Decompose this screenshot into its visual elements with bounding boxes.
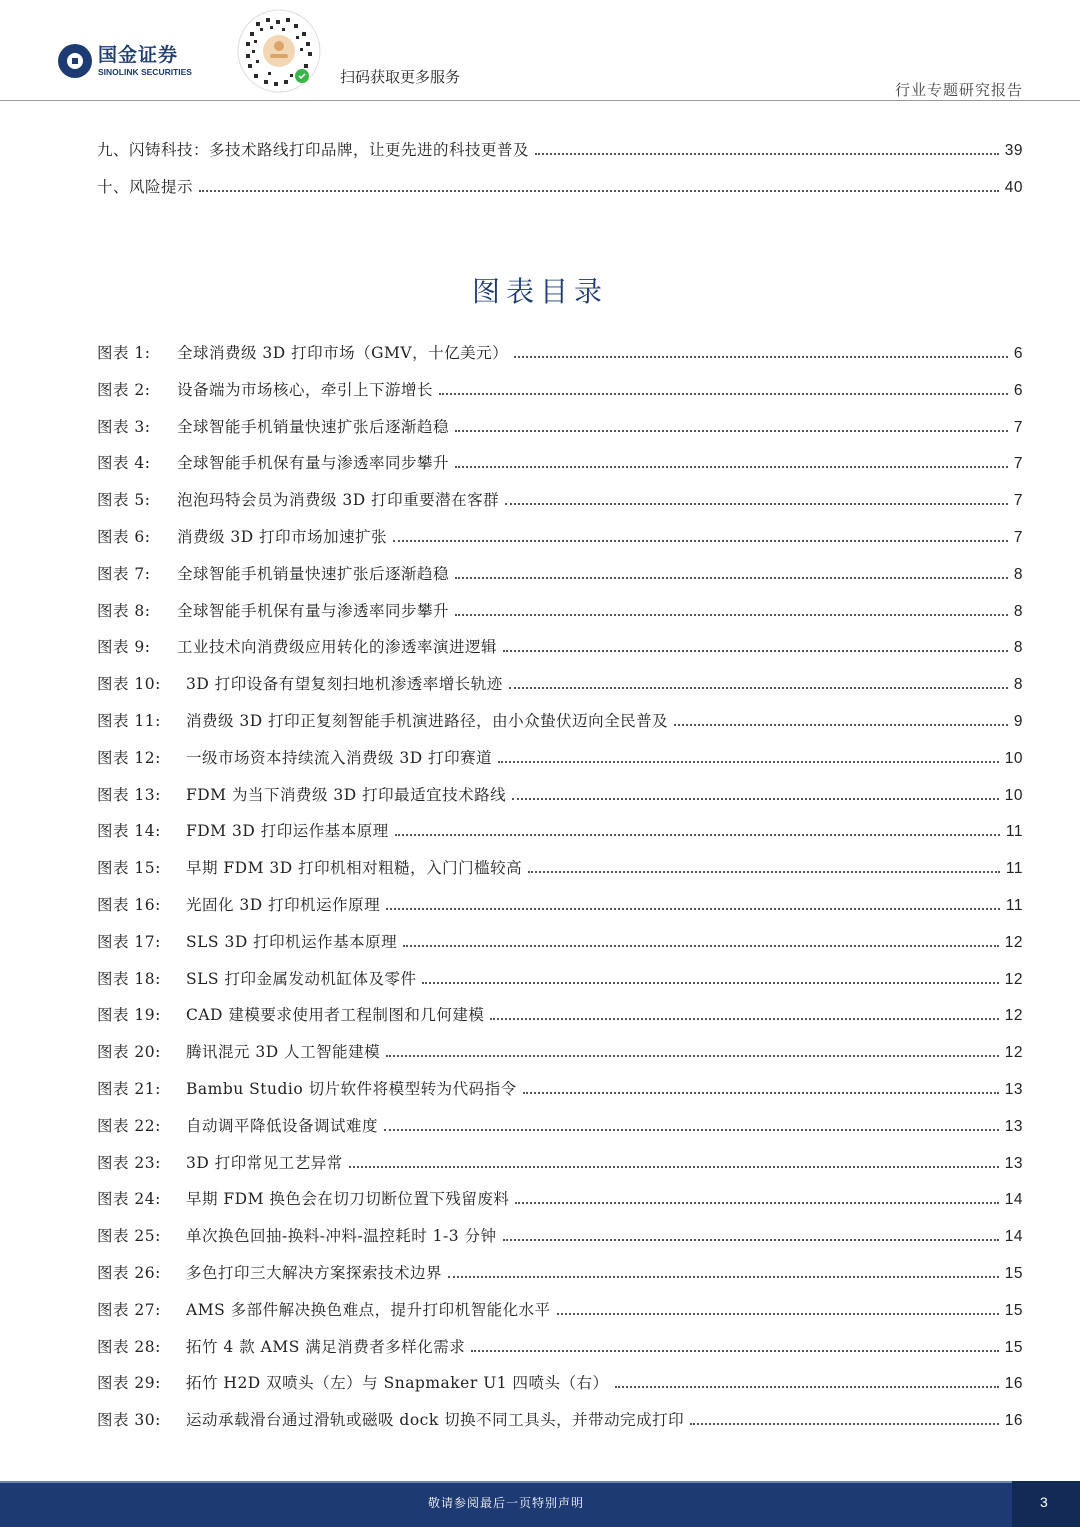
figure-caption: 消费级 3D 打印正复刻智能手机演进路径，由小众蛰伏迈向全民普及: [186, 712, 669, 730]
figure-index-entry[interactable]: [97, 1151, 1023, 1173]
figure-page-number: 11: [1005, 823, 1023, 840]
figure-caption: 早期 FDM 换色会在切刀切断位置下残留废料: [186, 1190, 510, 1208]
toc-leader-dots: [455, 577, 1008, 579]
toc-leader-dots: [509, 687, 1008, 689]
figure-page-number: 13: [1004, 1155, 1023, 1172]
figure-number-label: 图表 19:: [97, 1006, 161, 1024]
figure-page-number: 12: [1004, 971, 1023, 988]
figure-number-label: 图表 1:: [97, 344, 151, 362]
figure-index-entry[interactable]: [97, 415, 1023, 437]
toc-leader-dots: [439, 393, 1008, 395]
figure-caption: 工业技术向消费级应用转化的渗透率演进逻辑: [177, 638, 498, 656]
toc-leader-dots: [498, 761, 999, 763]
qr-code-icon[interactable]: [236, 8, 322, 94]
figure-index-entry[interactable]: [97, 856, 1023, 878]
toc-leader-dots: [515, 1202, 998, 1204]
toc-leader-dots: [557, 1313, 999, 1315]
figure-caption: 全球消费级 3D 打印市场（GMV，十亿美元）: [177, 344, 509, 362]
figure-caption: SLS 打印金属发动机缸体及零件: [186, 970, 417, 988]
figure-page-number: 10: [1004, 787, 1023, 804]
toc-leader-dots: [422, 982, 998, 984]
report-type-label: 行业专题研究报告: [894, 81, 1023, 99]
scan-for-more-services: 扫码获取更多服务: [340, 68, 461, 86]
toc-entry[interactable]: [97, 138, 1023, 160]
toc-leader-dots: [386, 908, 1000, 910]
figure-number-label: 图表 5:: [97, 491, 151, 509]
toc-leader-dots: [674, 724, 1008, 726]
figure-number-label: 图表 11:: [97, 712, 161, 730]
figure-caption: 全球智能手机销量快速扩张后逐渐趋稳: [177, 565, 450, 583]
figure-caption: FDM 为当下消费级 3D 打印最适宜技术路线: [186, 786, 507, 804]
figure-caption: 腾讯混元 3D 人工智能建模: [186, 1043, 381, 1061]
figure-number-label: 图表 8:: [97, 602, 151, 620]
figure-index-entry[interactable]: [97, 1261, 1023, 1283]
figure-caption: 运动承载滑台通过滑轨或磁吸 dock 切换不同工具头，并带动完成打印: [186, 1411, 685, 1429]
figure-number-label: 图表 16:: [97, 896, 161, 914]
figure-page-number: 7: [1013, 455, 1023, 472]
figure-caption: AMS 多部件解决换色难点，提升打印机智能化水平: [186, 1301, 551, 1319]
figure-caption: 自动调平降低设备调试难度: [186, 1117, 379, 1135]
figure-number-label: 图表 15:: [97, 859, 161, 877]
toc-leader-dots: [384, 1129, 999, 1131]
figure-caption: 拓竹 4 款 AMS 满足消费者多样化需求: [186, 1338, 466, 1356]
toc-entry[interactable]: [97, 175, 1023, 197]
figure-page-number: 11: [1005, 897, 1023, 914]
figure-index-entry[interactable]: [97, 967, 1023, 989]
figure-index-entry[interactable]: [97, 488, 1023, 510]
header-divider: [0, 100, 1080, 101]
figure-number-label: 图表 18:: [97, 970, 161, 988]
figure-caption: 全球智能手机保有量与渗透率同步攀升: [177, 454, 450, 472]
figure-index-entry[interactable]: [97, 378, 1023, 400]
figure-page-number: 6: [1013, 345, 1023, 362]
figure-page-number: 7: [1013, 419, 1023, 436]
toc-entry-page: 39: [1004, 142, 1023, 159]
figure-caption: 早期 FDM 3D 打印机相对粗糙，入门门槛较高: [186, 859, 523, 877]
figure-number-label: 图表 10:: [97, 675, 161, 693]
toc-leader-dots: [455, 430, 1008, 432]
figure-page-number: 15: [1004, 1302, 1023, 1319]
toc-leader-dots: [523, 1092, 999, 1094]
figure-number-label: 图表 6:: [97, 528, 151, 546]
figure-page-number: 7: [1013, 492, 1023, 509]
figure-caption: 全球智能手机保有量与渗透率同步攀升: [177, 602, 450, 620]
figure-index-entry[interactable]: [97, 930, 1023, 952]
toc-leader-dots: [690, 1423, 999, 1425]
figure-number-label: 图表 14:: [97, 822, 161, 840]
toc-leader-dots: [386, 1055, 999, 1057]
figure-index-entry[interactable]: [97, 1077, 1023, 1099]
figure-caption: 光固化 3D 打印机运作原理: [186, 896, 381, 914]
figure-index-entry[interactable]: [97, 783, 1023, 805]
figure-number-label: 图表 21:: [97, 1080, 161, 1098]
figures-index-title: 图表目录: [471, 275, 608, 308]
figure-caption: CAD 建模要求使用者工程制图和几何建模: [186, 1006, 485, 1024]
figure-index-entry[interactable]: [97, 525, 1023, 547]
footer-accent-strip: [0, 1481, 1080, 1483]
figure-page-number: 9: [1013, 713, 1023, 730]
figure-index-entry[interactable]: [97, 819, 1023, 841]
figure-index-entry[interactable]: [97, 672, 1023, 694]
figure-page-number: 11: [1005, 860, 1023, 877]
figure-number-label: 图表 23:: [97, 1154, 161, 1172]
figure-page-number: 12: [1004, 934, 1023, 951]
company-logo: [58, 44, 192, 78]
figure-number-label: 图表 4:: [97, 454, 151, 472]
figure-page-number: 6: [1013, 382, 1023, 399]
figure-number-label: 图表 20:: [97, 1043, 161, 1061]
figure-page-number: 7: [1013, 529, 1023, 546]
toc-entry-title: 十、风险提示: [97, 178, 194, 196]
figure-index-entry[interactable]: [97, 1040, 1023, 1062]
page-number: 3: [1040, 1494, 1048, 1510]
toc-leader-dots: [490, 1018, 998, 1020]
figure-page-number: 14: [1004, 1228, 1023, 1245]
toc-leader-dots: [615, 1386, 999, 1388]
figure-page-number: 13: [1004, 1081, 1023, 1098]
toc-leader-dots: [393, 540, 1008, 542]
toc-leader-dots: [503, 650, 1008, 652]
figure-index-entry[interactable]: [97, 562, 1023, 584]
figure-page-number: 12: [1004, 1044, 1023, 1061]
toc-leader-dots: [455, 466, 1008, 468]
toc-leader-dots: [512, 798, 999, 800]
toc-leader-dots: [199, 190, 999, 192]
figure-caption: 多色打印三大解决方案探索技术边界: [186, 1264, 443, 1282]
figure-page-number: 12: [1004, 1007, 1023, 1024]
figure-page-number: 13: [1004, 1118, 1023, 1135]
figure-index-entry[interactable]: [97, 1371, 1023, 1393]
figure-page-number: 16: [1004, 1375, 1023, 1392]
toc-entry-title: 九、闪铸科技：多技术路线打印品牌，让更先进的科技更普及: [97, 141, 530, 159]
figure-index-entry[interactable]: [97, 1298, 1023, 1320]
figure-number-label: 图表 29:: [97, 1374, 161, 1392]
figure-index-entry[interactable]: [97, 1114, 1023, 1136]
figure-caption: SLS 3D 打印机运作基本原理: [186, 933, 398, 951]
figure-caption: 拓竹 H2D 双喷头（左）与 Snapmaker U1 四喷头（右）: [186, 1374, 609, 1392]
toc-leader-dots: [395, 834, 1000, 836]
figure-index-entry[interactable]: [97, 1187, 1023, 1209]
figure-number-label: 图表 27:: [97, 1301, 161, 1319]
figure-caption: 消费级 3D 打印市场加速扩张: [177, 528, 388, 546]
logo-chinese-name: 国金证券: [98, 43, 179, 66]
figure-number-label: 图表 2:: [97, 381, 151, 399]
toc-entry-page: 40: [1004, 179, 1023, 196]
logo-mark-icon: [58, 44, 92, 78]
figure-caption: 3D 打印常见工艺异常: [186, 1154, 343, 1172]
figure-caption: 全球智能手机销量快速扩张后逐渐趋稳: [177, 418, 450, 436]
figure-index-entry[interactable]: [97, 1408, 1023, 1430]
figure-page-number: 8: [1013, 676, 1023, 693]
figure-index-entry[interactable]: [97, 709, 1023, 731]
figure-index-entry[interactable]: [97, 893, 1023, 915]
figure-number-label: 图表 24:: [97, 1190, 161, 1208]
toc-leader-dots: [514, 356, 1008, 358]
figure-caption: Bambu Studio 切片软件将模型转为代码指令: [186, 1080, 517, 1098]
figure-index-entry[interactable]: [97, 1224, 1023, 1246]
figure-caption: 一级市场资本持续流入消费级 3D 打印赛道: [186, 749, 493, 767]
figure-index-entry[interactable]: [97, 341, 1023, 363]
figure-number-label: 图表 7:: [97, 565, 151, 583]
figure-index-entry[interactable]: [97, 599, 1023, 621]
figure-caption: 泡泡玛特会员为消费级 3D 打印重要潜在客群: [177, 491, 500, 509]
figure-page-number: 10: [1004, 750, 1023, 767]
toc-leader-dots: [503, 1239, 999, 1241]
figure-page-number: 8: [1013, 639, 1023, 656]
figure-index-entry[interactable]: [97, 1003, 1023, 1025]
figure-caption: 设备端为市场核心，牵引上下游增长: [177, 381, 434, 399]
figure-number-label: 图表 13:: [97, 786, 161, 804]
figure-page-number: 14: [1004, 1191, 1023, 1208]
figure-number-label: 图表 30:: [97, 1411, 161, 1429]
figure-page-number: 16: [1004, 1412, 1023, 1429]
figure-number-label: 图表 12:: [97, 749, 161, 767]
figure-number-label: 图表 17:: [97, 933, 161, 951]
figure-index-entry[interactable]: [97, 451, 1023, 473]
toc-leader-dots: [535, 153, 999, 155]
toc-leader-dots: [505, 503, 1008, 505]
logo-english-name: SINOLINK SECURITIES: [98, 66, 192, 77]
figure-number-label: 图表 9:: [97, 638, 151, 656]
toc-leader-dots: [528, 871, 1000, 873]
figure-page-number: 8: [1013, 603, 1023, 620]
toc-leader-dots: [403, 945, 999, 947]
figure-index-entry[interactable]: [97, 746, 1023, 768]
toc-leader-dots: [349, 1166, 999, 1168]
figure-number-label: 图表 25:: [97, 1227, 161, 1245]
figure-page-number: 15: [1004, 1339, 1023, 1356]
toc-leader-dots: [448, 1276, 999, 1278]
figure-number-label: 图表 28:: [97, 1338, 161, 1356]
footer-disclaimer-notice: 敬请参阅最后一页特别声明: [427, 1496, 584, 1510]
figure-number-label: 图表 26:: [97, 1264, 161, 1282]
toc-leader-dots: [471, 1350, 998, 1352]
figure-index-entry[interactable]: [97, 635, 1023, 657]
figure-caption: 单次换色回抽-换料-冲料-温控耗时 1-3 分钟: [186, 1227, 497, 1245]
figure-index-entry[interactable]: [97, 1335, 1023, 1357]
toc-leader-dots: [455, 614, 1008, 616]
page-header: [0, 0, 1080, 102]
figure-caption: 3D 打印设备有望复刻扫地机渗透率增长轨迹: [186, 675, 503, 693]
figure-number-label: 图表 22:: [97, 1117, 161, 1135]
figure-number-label: 图表 3:: [97, 418, 151, 436]
figure-caption: FDM 3D 打印运作基本原理: [186, 822, 389, 840]
figure-page-number: 8: [1013, 566, 1023, 583]
figure-page-number: 15: [1004, 1265, 1023, 1282]
